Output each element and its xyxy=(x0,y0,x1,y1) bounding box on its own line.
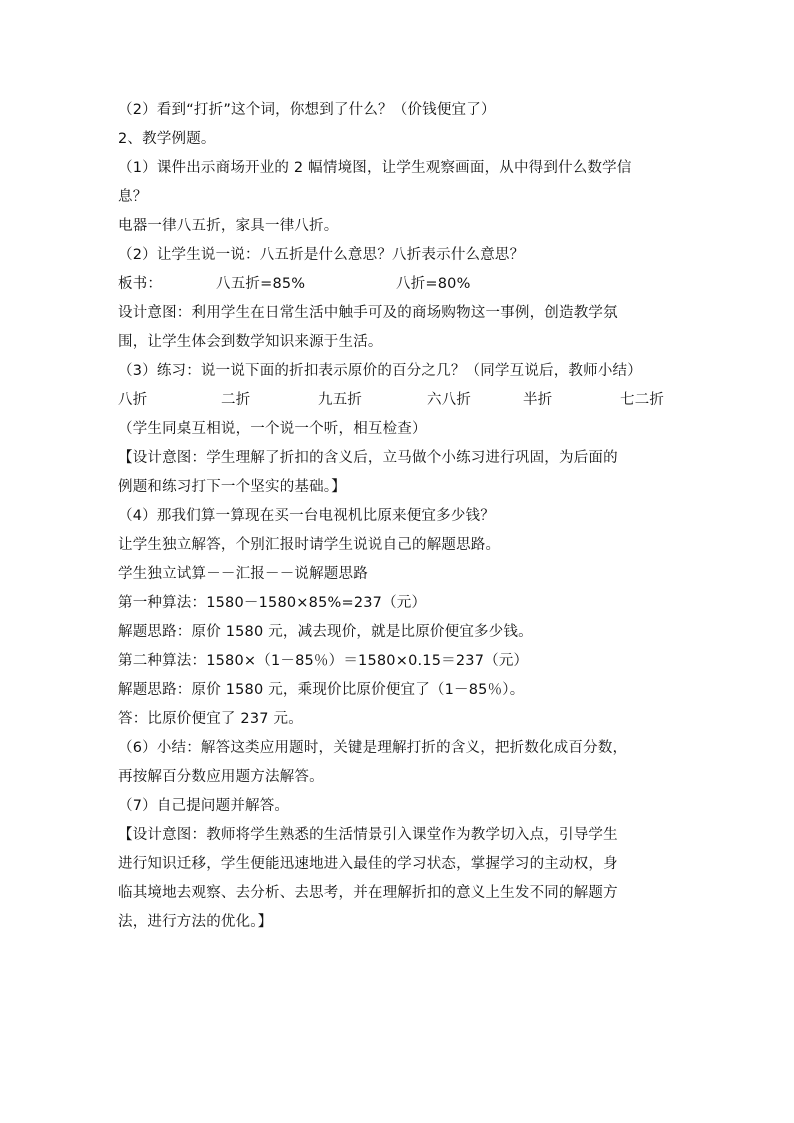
section-heading: 2、教学例题。 xyxy=(118,131,216,147)
answer-line: 答：比原价便宜了 237 元。 xyxy=(118,711,303,727)
text-line: 围，让学生体会到数学知识来源于生活。 xyxy=(118,334,383,350)
text-line: （6）小结：解答这类应用题时，关键是理解打折的含义，把折数化成百分数， xyxy=(118,740,628,756)
discount-item: 二折 xyxy=(221,392,251,408)
discount-item: 八折 xyxy=(118,392,148,408)
formula-line: 第二种算法：1580×（1－85％）＝1580×0.15＝237（元） xyxy=(118,653,529,669)
text-line: 学生独立试算－－汇报－－说解题思路 xyxy=(118,566,368,582)
text-line: 临其境地去观察、去分析、去思考，并在理解折扣的意义上生发不同的解题方 xyxy=(118,885,618,901)
text-line: 例题和练习打下一个坚实的基础。】 xyxy=(118,479,346,495)
text-line: （2）让学生说一说：八五折是什么意思？八折表示什么意思？ xyxy=(118,247,525,263)
text-line: 电器一律八五折，家具一律八折。 xyxy=(118,218,339,234)
text-line: （学生同桌互相说，一个说一个听，相互检查） xyxy=(118,421,427,437)
board-item-80: 八折=80% xyxy=(396,276,471,292)
text-line: 解题思路：原价 1580 元，乘现价比原价便宜了（1－85％）。 xyxy=(118,682,525,698)
text-line: 解题思路：原价 1580 元，减去现价，就是比原价便宜多少钱。 xyxy=(118,624,533,640)
text-line: （1）课件出示商场开业的 2 幅情境图，让学生观察画面，从中得到什么数学信 xyxy=(118,160,632,176)
text-line: （4）那我们算一算现在买一台电视机比原来便宜多少钱？ xyxy=(118,508,495,524)
discount-item: 七二折 xyxy=(620,392,665,408)
text-line: 让学生独立解答，个别汇报时请学生说说自己的解题思路。 xyxy=(118,537,501,553)
text-line: 进行知识迁移，学生便能迅速地进入最佳的学习状态，掌握学习的主动权，身 xyxy=(118,856,618,872)
formula-line: 第一种算法：1580－1580×85%=237（元） xyxy=(118,595,427,611)
discount-item: 九五折 xyxy=(318,392,363,408)
board-label: 板书： xyxy=(118,276,163,292)
discount-item: 半折 xyxy=(523,392,553,408)
board-item-85: 八五折=85% xyxy=(216,276,306,292)
discount-item: 六八折 xyxy=(427,392,472,408)
text-line: 设计意图：利用学生在日常生活中触手可及的商场购物这一事例，创造教学氛 xyxy=(118,305,618,321)
text-line: （3）练习：说一说下面的折扣表示原价的百分之几？（同学互说后，教师小结） xyxy=(118,363,642,379)
text-line: （7）自己提问题并解答。 xyxy=(118,798,290,814)
document-body xyxy=(118,96,678,937)
text-line: 【设计意图：学生理解了折扣的含义后，立马做个小练习进行巩固，为后面的 xyxy=(118,450,618,466)
board-writing-row xyxy=(118,270,678,299)
text-line: 【设计意图：教师将学生熟悉的生活情景引入课堂作为教学切入点，引导学生 xyxy=(118,827,618,843)
text-line: （2）看到“打折”这个词，你想到了什么？（价钱便宜了） xyxy=(118,102,496,118)
text-line: 再按解百分数应用题方法解答。 xyxy=(118,769,324,785)
text-line: 法，进行方法的优化。】 xyxy=(118,914,273,930)
text-line: 息？ xyxy=(118,189,148,205)
discount-row xyxy=(118,386,678,415)
